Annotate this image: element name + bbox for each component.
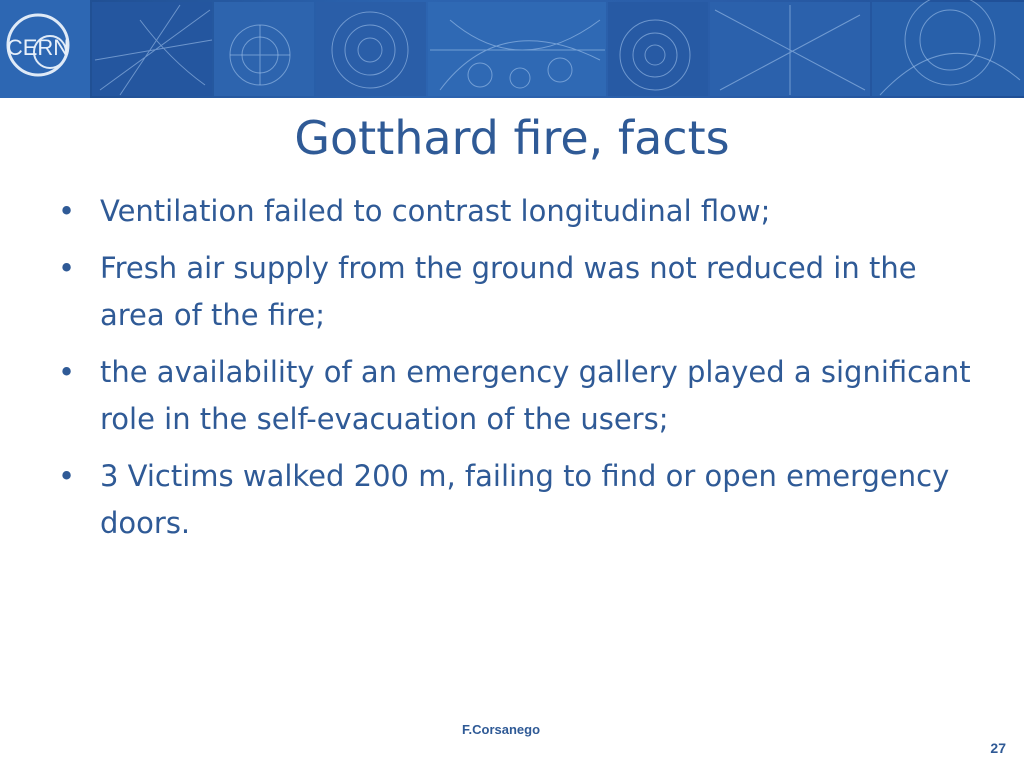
bullet-item bbox=[58, 245, 978, 339]
bullet-text: 3 Victims walked 200 m, failing to find or open emergency doors. bbox=[100, 459, 950, 540]
bullet-item bbox=[58, 188, 978, 235]
page-number: 27 bbox=[990, 740, 1006, 756]
bullet-icon: • bbox=[58, 194, 76, 228]
bullet-icon: • bbox=[58, 251, 76, 285]
slide-title: Gotthard fire, facts bbox=[294, 111, 730, 165]
cern-logo-text: CERN bbox=[6, 35, 70, 60]
bullet-icon: • bbox=[58, 459, 76, 493]
footer-author: F.Corsanego bbox=[462, 722, 541, 737]
bullet-list bbox=[58, 188, 978, 557]
bullet-text: the availability of an emergency gallery played a significant role in the self-evacuation of the users; bbox=[100, 355, 971, 436]
bullet-item bbox=[58, 349, 978, 443]
header-banner bbox=[0, 0, 1024, 98]
bullet-icon: • bbox=[58, 355, 76, 389]
bullet-item bbox=[58, 453, 978, 547]
cern-logo-panel bbox=[0, 0, 90, 98]
cern-logo-icon bbox=[0, 0, 90, 98]
particle-tracks-graphic bbox=[0, 0, 1024, 98]
bullet-text: Ventilation failed to contrast longitudinal flow; bbox=[100, 194, 771, 228]
bullet-text: Fresh air supply from the ground was not reduced in the area of the fire; bbox=[100, 251, 917, 332]
